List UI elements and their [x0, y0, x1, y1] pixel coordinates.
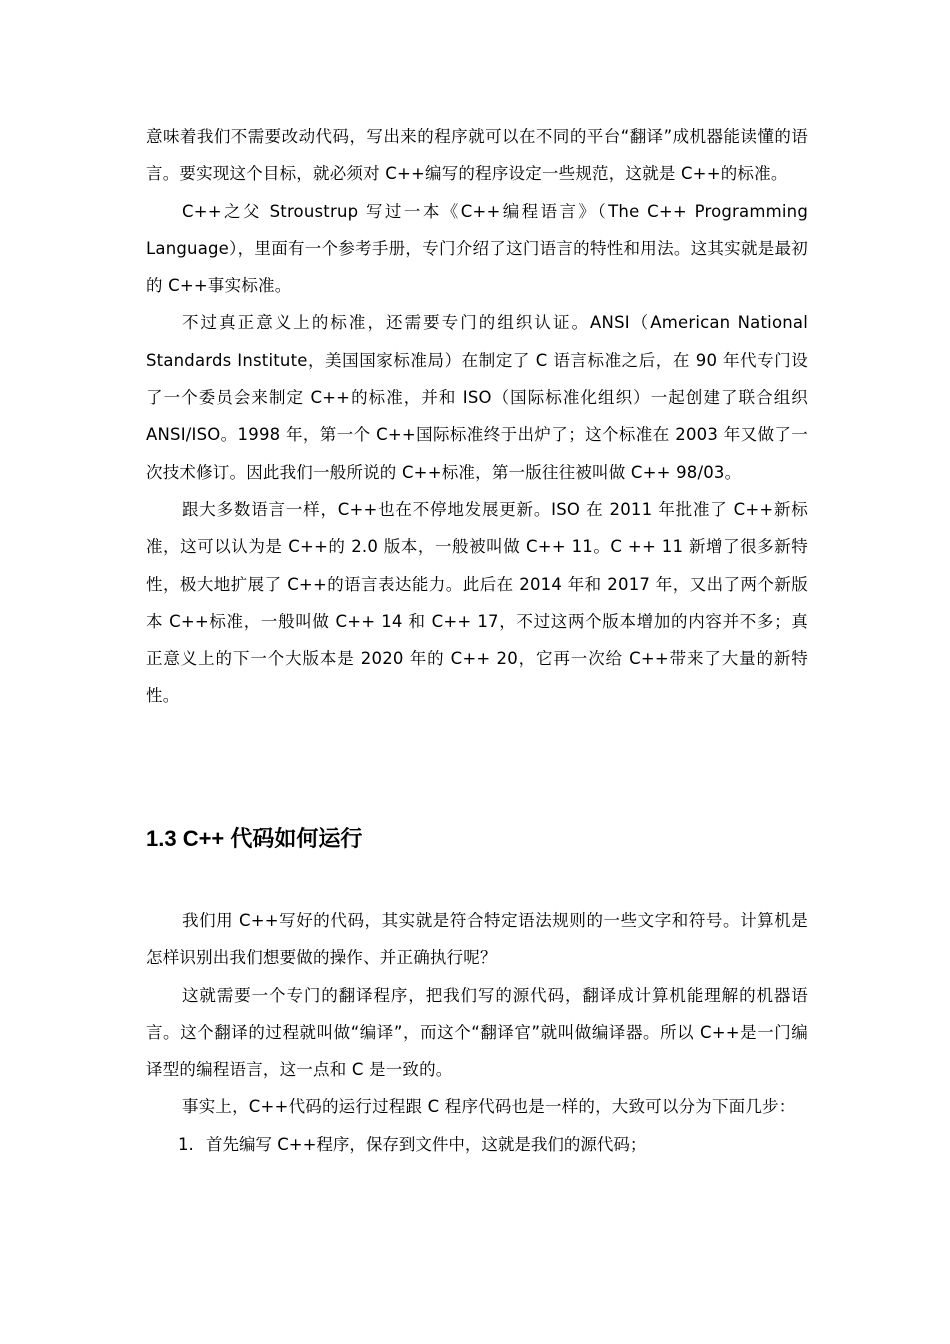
list-item [146, 1126, 808, 1163]
paragraph: 这就需要一个专门的翻译程序，把我们写的源代码，翻译成计算机能理解的机器语言。这个翻译的过程就叫做“编译”，而这个“翻译官”就叫做编译器。所以 C++是一门编译型的编程语言，这一点和 C 是一致的。 [146, 985, 808, 1080]
list-text: 首先编写 C++程序，保存到文件中，这就是我们的源代码； [206, 1134, 647, 1154]
paragraph: 不过真正意义上的标准，还需要专门的组织认证。ANSI（American National Standards Institute，美国国家标准局）在制定了 C 语言标准之后，在 90 年代专门设了一个委员会来制定 C++的标准，并和 ISO（国际标准化组织）一起创建了联合组织 ANSI/ISO。1998 年，第一个 C++国际标准终于出炉了；这个标准在 2003 年又做了一次技术修订。因此我们一般所说的 C++标准，第一版往往被叫做 C++ 98/03。 [146, 313, 808, 482]
paragraph: 跟大多数语言一样，C++也在不停地发展更新。ISO 在 2011 年批准了 C++新标准，这可以认为是 C++的 2.0 版本，一般被叫做 C++ 11。C ++ 11 新增了很多新特性，极大地扩展了 C++的语言表达能力。此后在 2014 年和 2017 年，又出了两个新版本 C++标准，一般叫做 C++ 14 和 C++ 17，不过这两个版本增加的内容并不多；真正意义上的下一个大版本是 2020 年的 C++ 20，它再一次给 C++带来了大量的新特性。 [146, 499, 808, 706]
paragraph: 事实上，C++代码的运行过程跟 C 程序代码也是一样的，大致可以分为下面几步： [182, 1097, 796, 1117]
paragraph: 意味着我们不需要改动代码，写出来的程序就可以在不同的平台“翻译”成机器能读懂的语言。要实现这个目标，就必须对 C++编写的程序设定一些规范，这就是 C++的标准。 [146, 127, 808, 184]
section-body [146, 902, 808, 1163]
body-text [146, 118, 808, 715]
section-heading: 1.3 C++ 代码如何运行 [146, 826, 363, 851]
list-number: 1. [178, 1134, 194, 1154]
paragraph: 我们用 C++写好的代码，其实就是符合特定语法规则的一些文字和符号。计算机是怎样识别出我们想要做的操作、并正确执行呢？ [146, 911, 808, 968]
paragraph: C++之父 Stroustrup 写过一本《C++编程语言》（The C++ Programming Language），里面有一个参考手册，专门介绍了这门语言的特性和用法。这其实就是最初的 C++事实标准。 [146, 201, 808, 296]
